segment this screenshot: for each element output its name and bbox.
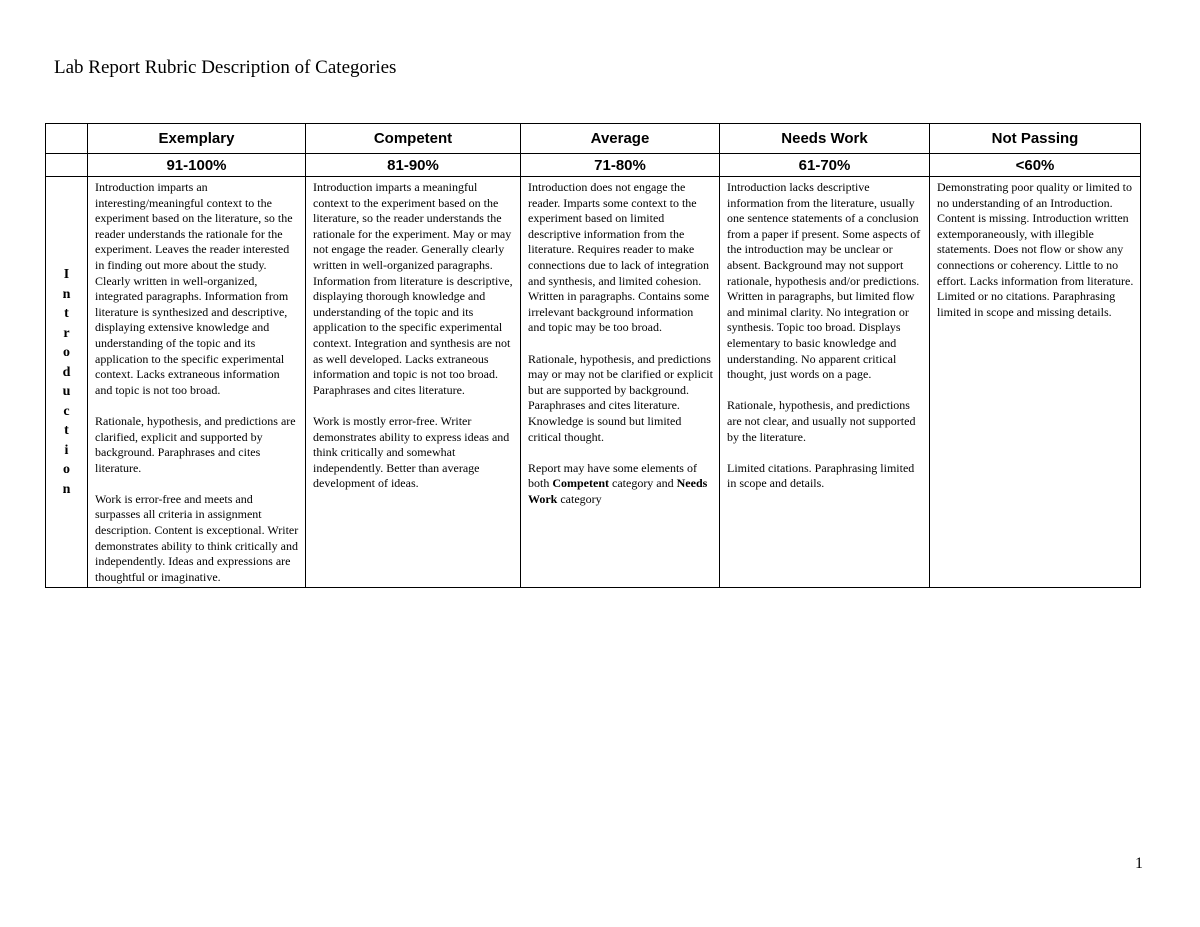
- cell-not-passing: [930, 177, 1141, 588]
- score-range-row: [46, 154, 1141, 177]
- row-label-letter: d: [62, 364, 71, 380]
- row-label-introduction: [46, 177, 88, 588]
- row-label-letter: o: [63, 345, 70, 361]
- row-label-letter: n: [62, 286, 71, 302]
- page-number: 1: [1135, 855, 1143, 872]
- column-header-exemplary: Exemplary: [88, 124, 306, 154]
- cell-paragraph: Demonstrating poor quality or limited to no understanding of an Introduction. Content is missing. Introduction written extemporaneously, with illegible statements. Does not flow or show any connections or coherency. Little to no effort. Lacks information from literature. Limited or no citations. Paraphrasing limited in scope and missing details.: [937, 180, 1134, 319]
- cell-paragraph-mixed: [528, 461, 713, 508]
- column-header-needs-work: Needs Work: [720, 124, 930, 154]
- row-label-letter: r: [63, 325, 70, 341]
- cell-exemplary: [88, 177, 306, 588]
- row-label-letter: t: [64, 423, 69, 439]
- bold-category-needs-work: Needs Work: [528, 476, 708, 506]
- cell-paragraph: Introduction imparts an interesting/meaningful context to the experiment based on the literature, so the reader understands the rationale for the experiment. Leaves the reader interested in finding out more about the study. Clearly written in well-organized, integrated paragraphs. Information from literature is synthesized and descriptive, displaying extensive knowledge and understanding of the topic and its application to the specific experimental context. Lacks extraneous information and topic is not too broad.: [95, 180, 293, 397]
- range-not-passing: <60%: [930, 154, 1141, 177]
- cell-needs-work: [720, 177, 930, 588]
- row-label-letter: I: [63, 267, 70, 283]
- row-label-letter: o: [63, 462, 70, 478]
- column-header-average: Average: [521, 124, 720, 154]
- bold-category-competent: Competent: [552, 476, 609, 491]
- row-label-letter: u: [62, 384, 71, 400]
- text-run: category and: [609, 476, 677, 491]
- header-row: [46, 124, 1141, 154]
- row-label-letter: c: [63, 403, 70, 419]
- row-label-letter: i: [64, 442, 69, 458]
- range-exemplary: 91-100%: [88, 154, 306, 177]
- cell-paragraph: Rationale, hypothesis, and predictions may or may not be clarified or explicit but are supported by background. Paraphrases and cites literature. Knowledge is sound but limited critical thought.: [528, 351, 713, 444]
- document-title: Lab Report Rubric Description of Categories: [54, 57, 397, 78]
- rubric-table: [45, 123, 1141, 588]
- range-competent: 81-90%: [306, 154, 521, 177]
- cell-paragraph: Introduction imparts a meaningful context to the experiment based on the literature, so the reader understands the rationale for the experiment. May or may not engage the reader. Generally clearly written in well-organized paragraphs. Information from literature is descriptive, displaying thorough knowledge and understanding of the topic and its application to the specific experimental context. Integration and synthesis are not as well developed. Lacks extraneous information and topic is not too broad. Paraphrases and cites literature.: [313, 180, 513, 397]
- text-run: category: [557, 491, 602, 506]
- cell-paragraph: Rationale, hypothesis, and predictions are not clear, and usually not supported by the literature.: [727, 398, 916, 444]
- cell-average: [521, 177, 720, 588]
- cell-paragraph: Introduction lacks descriptive information from the literature, usually one sentence statements of a conclusion from a paper if present. Some aspects of the introduction may be unclear or absent. Background may not support rationale, hypothesis and/or predictions. Written in paragraphs, but limited flow and minimal clarity. No integration or synthesis. Topic too broad. Displays elementary to basic knowledge and understanding. No apparent critical thought, just words on a page.: [727, 180, 921, 382]
- column-header-not-passing: Not Passing: [930, 124, 1141, 154]
- introduction-row: [46, 177, 1141, 588]
- corner-cell: [46, 124, 88, 154]
- cell-paragraph: Work is error-free and meets and surpasses all criteria in assignment description. Content is exceptional. Writer demonstrates ability to think critically and independently. Ideas and expressions are thoughtful or imaginative.: [95, 491, 299, 584]
- cell-paragraph: Introduction does not engage the reader. Imparts some context to the experiment based on limited descriptive information from the literature. Requires reader to make connections due to lack of integration and synthesis, and limited cohesion. Written in paragraphs. Contains some irrelevant background information and topic may be too broad.: [528, 180, 710, 335]
- cell-paragraph: Limited citations. Paraphrasing limited in scope and details.: [727, 460, 915, 491]
- text-run: Report may have some elements of both: [528, 460, 697, 491]
- row-label-letter: n: [62, 481, 71, 497]
- row-label-letter: t: [64, 306, 69, 322]
- corner-cell-2: [46, 154, 88, 177]
- cell-paragraph: Rationale, hypothesis, and predictions are clarified, explicit and supported by background. Paraphrases and cites literature.: [95, 413, 296, 475]
- cell-paragraph: Work is mostly error-free. Writer demonstrates ability to express ideas and think critically and somewhat independently. Better than average development of ideas.: [313, 413, 510, 491]
- cell-competent: [306, 177, 521, 588]
- column-header-competent: Competent: [306, 124, 521, 154]
- range-average: 71-80%: [521, 154, 720, 177]
- range-needs-work: 61-70%: [720, 154, 930, 177]
